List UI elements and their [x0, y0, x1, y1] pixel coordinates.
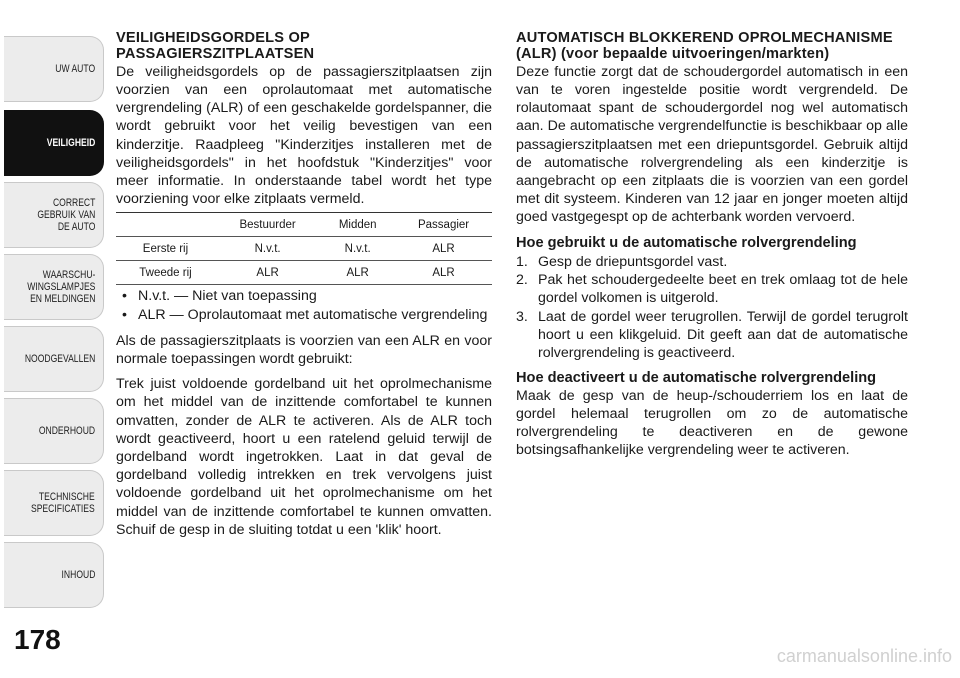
- tab-waarschuwingslampjes[interactable]: [4, 254, 104, 320]
- intro-paragraph: Deze functie zorgt dat de schoudergordel automatisch in een van te voren ingestelde positie wordt vergrendeld. De rolautomaat spant de schoudergordel nog wel automatisch aan. De automatische vergrendelfunctie is beschikbaar op alle passagierszitplaatsen met een driepuntsgordel. Gebruik altijd de automatische rolvergrendeling als een kinderzitje is aangebracht op een zitplaats die is voorzien van een gordel met dit systeem. Kinderen van 12 jaar en jonger moeten altijd goed vastgegespt op de achterbank worden vervoerd.: [516, 63, 908, 226]
- tab-label: WAARSCHU- WINGSLAMPJES EN MELDINGEN: [26, 269, 95, 305]
- table-header-cell: Passagier: [395, 213, 492, 237]
- abbreviation-list: [116, 287, 492, 323]
- subheading-usage: Hoe gebruikt u de automatische rolvergrendeling: [516, 234, 857, 251]
- step-text: Laat de gordel weer terugrollen. Terwijl de gordel terugrolt hoort u een klikgeluid. Dit geeft aan dat de automatische rolvergrendeling is geactiveerd.: [538, 308, 908, 362]
- tab-noodgevallen[interactable]: [4, 326, 104, 392]
- intro-paragraph: De veiligheidsgordels op de passagierszitplaatsen zijn voorzien van een oprolautomaat met automatische vergrendeling (ALR) of een geschakelde gordelspanner, die wordt gebruikt voor het veilig bevestigen van een kinderzitje. Raadpleeg "Kinderzitjes installeren met de veiligheidsgordels" in het hoofdstuk "Kinderzitjes" voor meer informatie. In onderstaande tabel wordt het type voorziening voor elke zitplaats vermeld.: [116, 63, 492, 208]
- tab-inhoud[interactable]: [4, 542, 104, 608]
- step-number: 2.: [516, 272, 528, 289]
- tab-label: VEILIGHEID: [46, 137, 95, 149]
- table-row: [116, 261, 492, 285]
- tab-label: CORRECT GEBRUIK VAN DE AUTO: [36, 197, 95, 233]
- list-item: • N.v.t. — Niet van toepassing: [116, 287, 492, 305]
- page-number: 178: [14, 624, 61, 655]
- tab-label: INHOUD: [61, 569, 95, 581]
- list-item: [516, 271, 908, 307]
- body-paragraph: Maak de gesp van de heup-/schouderriem los en laat de gordel helemaal terugrollen om zo de automatische rolvergrendeling te deactiveren en de gewone botsingsafhankelijke vergrendeling weer te activeren.: [516, 387, 908, 459]
- table-cell: ALR: [395, 261, 492, 285]
- subheading-deactivate: Hoe deactiveert u de automatische rolvergrendeling: [516, 370, 877, 387]
- tab-label: NOODGEVALLEN: [24, 353, 95, 365]
- table-cell: ALR: [395, 237, 492, 261]
- step-number: 3.: [516, 308, 528, 325]
- table-header-row: [116, 213, 492, 237]
- tab-label: TECHNISCHE SPECIFICATIES: [31, 491, 95, 515]
- list-item: [516, 308, 908, 363]
- step-number: 1.: [516, 254, 528, 271]
- table-cell: ALR: [215, 261, 320, 285]
- tab-label: UW AUTO: [55, 63, 95, 75]
- tab-label: ONDERHOUD: [38, 425, 95, 437]
- section-heading: AUTOMATISCH BLOKKEREND OPROLMECHANISME (ALR) (voor bepaalde uitvoeringen/markten): [516, 30, 893, 63]
- seat-type-table: [116, 212, 492, 285]
- tab-onderhoud[interactable]: [4, 398, 104, 464]
- tab-correct-gebruik[interactable]: [4, 182, 104, 248]
- table-header-cell: Bestuurder: [215, 213, 320, 237]
- table-row: [116, 237, 492, 261]
- table-header-cell: [116, 213, 215, 237]
- tab-uw-auto[interactable]: [4, 36, 104, 102]
- table-cell: N.v.t.: [215, 237, 320, 261]
- right-column: [516, 30, 908, 459]
- left-column: [116, 30, 492, 539]
- list-item: • ALR — Oprolautomaat met automatische vergrendeling: [116, 306, 492, 324]
- table-cell: Tweede rij: [116, 261, 215, 285]
- watermark: carmanualsonline.info: [776, 646, 952, 666]
- step-text: Gesp de driepuntsgordel vast.: [538, 254, 728, 271]
- step-text: Pak het schoudergedeelte beet en trek omlaag tot de hele gordel volkomen is uitgerold.: [538, 272, 908, 307]
- table-cell: N.v.t.: [320, 237, 395, 261]
- list-item: [516, 253, 908, 271]
- body-paragraph: Als de passagierszitplaats is voorzien van een ALR en voor normale toepassingen wordt gebruikt:: [116, 332, 492, 368]
- table-header-cell: Midden: [320, 213, 395, 237]
- usage-steps: [516, 253, 908, 362]
- section-heading: VEILIGHEIDSGORDELS OP PASSAGIERSZITPLAATSEN: [116, 30, 315, 63]
- tab-technische-specificaties[interactable]: [4, 470, 104, 536]
- tab-veiligheid[interactable]: [4, 110, 104, 176]
- body-paragraph: Trek juist voldoende gordelband uit het oprolmechanisme om het middel van de inzittende comfortabel te kunnen omvatten, zonder de ALR te activeren. Als de ALR toch wordt geactiveerd, hoort u een ratelend geluid terwijl de gordelband wordt ingetrokken. Laat in dat geval de gordelband volledig intrekken en trek vervolgens juist voldoende gordelband uit het oprolmechanisme om het middel van de inzittende comfortabel te kunnen omvatten. Schuif de gesp in de sluiting totdat u een 'klik' hoort.: [116, 376, 492, 538]
- table-cell: Eerste rij: [116, 237, 215, 261]
- table-cell: ALR: [320, 261, 395, 285]
- chapter-sidebar: [0, 0, 106, 678]
